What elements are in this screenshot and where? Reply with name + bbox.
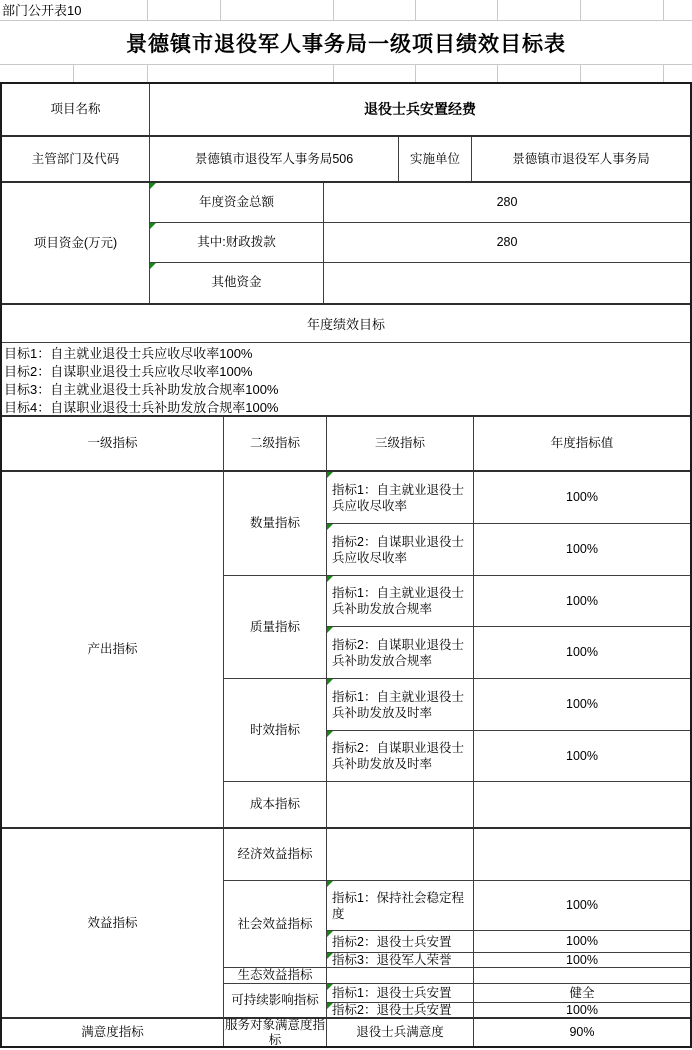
cell-annual-value[interactable]: 100% (474, 472, 690, 524)
gridline (333, 65, 334, 82)
cell-l1-benefit[interactable]: 效益指标 (2, 829, 224, 1019)
cell-l1-satisfaction[interactable]: 满意度指标 (2, 1019, 224, 1046)
cell-l3[interactable]: 指标1：自主就业退役士兵应收尽收率 (327, 472, 474, 524)
cell-l3[interactable]: 指标2：自谋职业退役士兵补助发放及时率 (327, 731, 474, 782)
indicator-grid (2, 417, 690, 1046)
header-level1[interactable]: 一级指标 (2, 417, 224, 472)
cell-l3[interactable]: 指标1：自主就业退役士兵补助发放及时率 (327, 679, 474, 731)
gridline (497, 0, 498, 20)
cell-annual-value[interactable]: 健全 (474, 984, 690, 1003)
cell-l3-empty[interactable] (327, 968, 474, 984)
cell-l3[interactable]: 指标3：退役军人荣誉 (327, 953, 474, 968)
cell-flag-icon (327, 472, 333, 478)
gridline (663, 65, 664, 82)
cell-funding-label[interactable]: 项目资金(万元) (2, 183, 150, 303)
header-annual-value[interactable]: 年度指标值 (474, 417, 690, 472)
cell-flag-icon (327, 576, 333, 582)
cell-l3[interactable]: 指标1：保持社会稳定程度 (327, 881, 474, 931)
cell-impl-value[interactable]: 景德镇市退役军人事务局 (512, 151, 650, 166)
cell-l3[interactable]: 指标2：自谋职业退役士兵补助发放合规率 (327, 627, 474, 679)
gridline (580, 0, 581, 20)
cell-annual-value[interactable]: 100% (474, 576, 690, 627)
cell-l2-cost[interactable]: 成本指标 (224, 782, 327, 829)
gridline (220, 0, 221, 20)
cell-dept-label[interactable]: 主管部门及代码 (2, 137, 150, 181)
cell-flag-icon (327, 627, 333, 633)
goal-line: 目标2：自谋职业退役士兵应收尽收率100% (4, 364, 253, 379)
cell-l2-quantity[interactable]: 数量指标 (224, 472, 327, 576)
cell-annual-goals-text[interactable] (2, 343, 690, 417)
cell-funding-total-value[interactable]: 280 (496, 195, 518, 210)
performance-target-table (0, 82, 692, 1048)
cell-project-name-value[interactable]: 退役士兵安置经费 (364, 101, 476, 118)
gridline (333, 0, 334, 20)
cell-annual-value[interactable] (474, 968, 690, 984)
cell-annual-value[interactable]: 100% (474, 931, 690, 953)
cell-flag-icon (327, 524, 333, 530)
cell-l2-quality[interactable]: 质量指标 (224, 576, 327, 679)
cell-flag-icon (150, 263, 156, 269)
funding-row-total (150, 183, 690, 223)
cell-l3[interactable]: 指标2：退役士兵安置 (327, 1003, 474, 1019)
cell-annual-goals-header[interactable]: 年度绩效目标 (2, 305, 690, 343)
cell-flag-icon (150, 223, 156, 229)
gridline (663, 0, 664, 20)
cell-l3[interactable]: 指标1：退役士兵安置 (327, 984, 474, 1003)
project-name-row (2, 84, 690, 137)
cell-annual-value[interactable]: 90% (569, 1025, 595, 1039)
cell-l3-empty[interactable] (327, 829, 474, 881)
cell-funding-other-label[interactable]: 其他资金 (150, 263, 324, 303)
gridline (147, 0, 148, 20)
empty-grid-row (0, 64, 692, 82)
cell-annual-value[interactable]: 100% (474, 679, 690, 731)
cell-l2-ecological[interactable]: 生态效益指标 (224, 968, 327, 984)
cell-l3[interactable]: 指标2：退役士兵安置 (327, 931, 474, 953)
cell-annual-value[interactable]: 100% (474, 1003, 690, 1019)
cell-annual-value[interactable]: 100% (474, 524, 690, 576)
goal-line: 目标3：自主就业退役士兵补助发放合规率100% (4, 382, 279, 397)
cell-impl-label[interactable]: 实施单位 (399, 137, 472, 181)
cell-project-name-label[interactable]: 项目名称 (2, 84, 150, 135)
department-row (2, 137, 690, 183)
gridline (73, 65, 74, 82)
cell-flag-icon (327, 679, 333, 685)
cell-annual-value[interactable]: 100% (474, 731, 690, 782)
cell-l1-output[interactable]: 产出指标 (2, 472, 224, 829)
cell-flag-icon (327, 984, 333, 990)
cell-l2-sustainable[interactable]: 可持续影响指标 (224, 984, 327, 1019)
funding-rows (150, 183, 690, 303)
cell-annual-value[interactable]: 100% (474, 953, 690, 968)
cell-l3[interactable]: 退役士兵满意度 (327, 1019, 474, 1046)
gridline (415, 65, 416, 82)
cell-annual-value[interactable] (474, 829, 690, 881)
page-title: 景德镇市退役军人事务局一级项目绩效目标表 (126, 32, 566, 56)
gridline (415, 0, 416, 20)
cell-l2-timeliness[interactable]: 时效指标 (224, 679, 327, 782)
cell-l3[interactable]: 指标1：自主就业退役士兵补助发放合规率 (327, 576, 474, 627)
cell-funding-fiscal-value[interactable]: 280 (496, 235, 518, 249)
cell-funding-total-label[interactable]: 年度资金总额 (150, 183, 324, 222)
funding-row-other (150, 263, 690, 303)
cell-l2-social[interactable]: 社会效益指标 (224, 881, 327, 968)
goal-line: 目标4：自谋职业退役士兵补助发放合规率100% (4, 400, 279, 415)
cell-funding-fiscal-label[interactable]: 其中:财政拨款 (150, 223, 324, 261)
cell-flag-icon (327, 1003, 333, 1009)
sheet-label-row (0, 0, 692, 21)
gridline (147, 65, 148, 82)
cell-flag-icon (327, 731, 333, 737)
cell-flag-icon (150, 183, 156, 189)
funding-section (2, 183, 690, 305)
cell-funding-other-value[interactable] (324, 263, 690, 303)
cell-annual-value[interactable]: 100% (474, 881, 690, 931)
sheet-label: 部门公开表10 (2, 3, 82, 18)
header-level2[interactable]: 二级指标 (224, 417, 327, 472)
gridline (580, 65, 581, 82)
cell-annual-value[interactable]: 100% (474, 627, 690, 679)
cell-flag-icon (327, 931, 333, 937)
header-level3[interactable]: 三级指标 (327, 417, 474, 472)
cell-l2-economic[interactable]: 经济效益指标 (224, 829, 327, 881)
gridline (497, 65, 498, 82)
cell-l3-empty[interactable] (327, 782, 474, 829)
cell-flag-icon (327, 953, 333, 959)
cell-dept-value[interactable]: 景德镇市退役军人事务局506 (150, 137, 399, 181)
cell-flag-icon (327, 881, 333, 887)
cell-l3[interactable]: 指标2：自谋职业退役士兵应收尽收率 (327, 524, 474, 576)
goal-line: 目标1：自主就业退役士兵应收尽收率100% (4, 346, 253, 361)
cell-l2-service-satisfaction[interactable]: 服务对象满意度指标 (224, 1017, 325, 1047)
funding-row-fiscal (150, 223, 690, 262)
cell-annual-value[interactable] (474, 782, 690, 829)
